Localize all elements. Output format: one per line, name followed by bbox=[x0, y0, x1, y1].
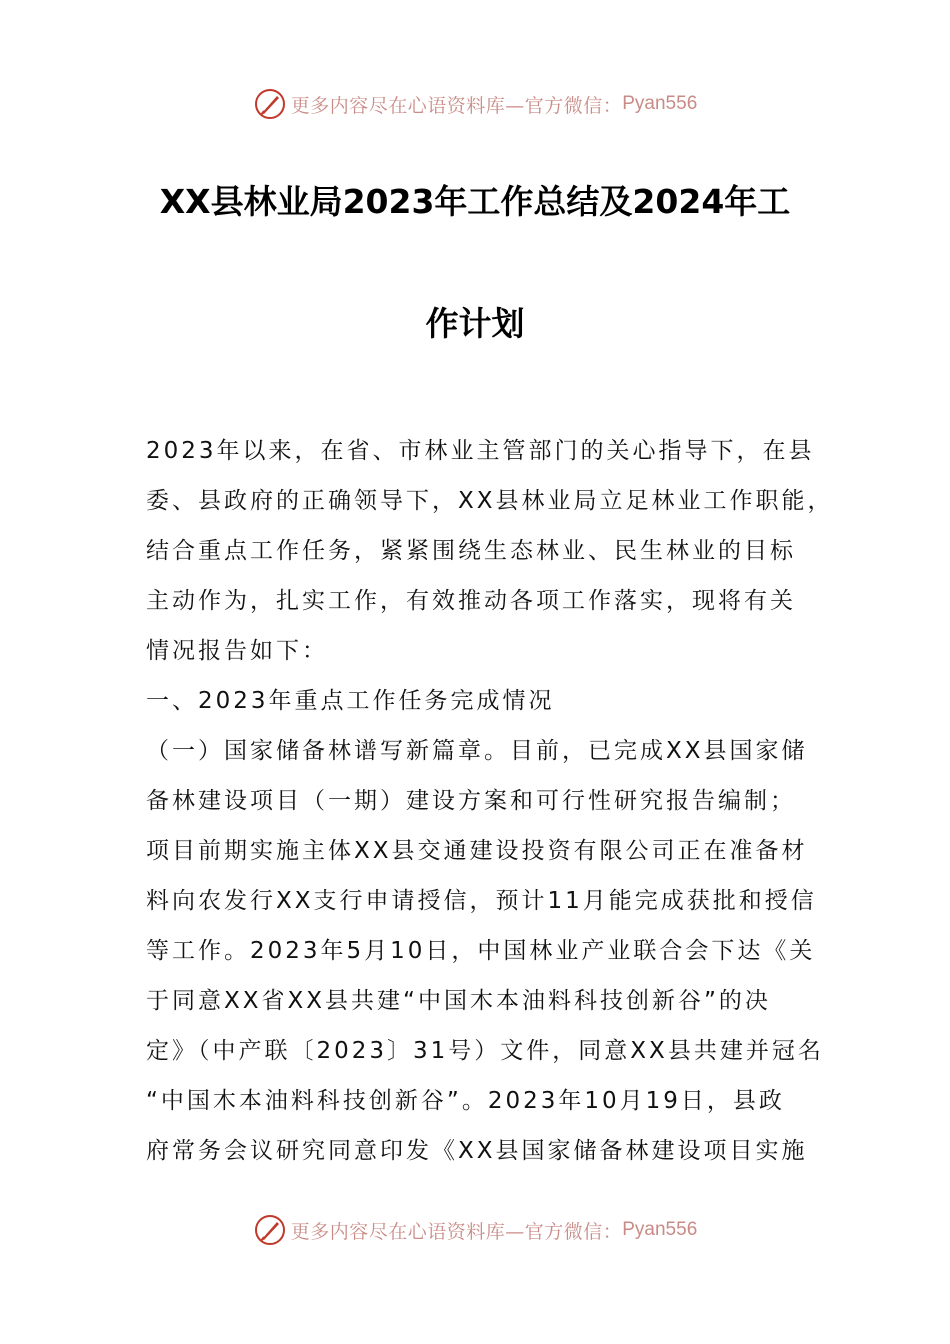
body-line: 主动作为，扎实工作，有效推动各项工作落实，现将有关 bbox=[146, 588, 796, 614]
body-line: 委、县政府的正确领导下，XX县林业局立足林业工作职能， bbox=[146, 488, 834, 514]
body-line: 情况报告如下： bbox=[146, 638, 328, 664]
document-title-line-1: XX县林业局2023年工作总结及2024年工 bbox=[159, 182, 791, 221]
section-heading: 一、2023年重点工作任务完成情况 bbox=[146, 688, 555, 714]
document-body bbox=[146, 426, 834, 1176]
watermark-handle: Pyan556 bbox=[622, 1219, 698, 1240]
body-line: “中国木本油料科技创新谷”。2023年10月19日，县政 bbox=[146, 1088, 785, 1114]
body-line: 备林建设项目（一期）建设方案和可行性研究报告编制； bbox=[146, 788, 796, 814]
document-title-line-2: 作计划 bbox=[425, 304, 525, 343]
body-line: （一）国家储备林谱写新篇章。目前，已完成XX县国家储 bbox=[146, 738, 808, 764]
body-line: 等工作。2023年5月10日，中国林业产业联合会下达《关 bbox=[146, 938, 816, 964]
quill-pen-logo-icon bbox=[253, 87, 287, 121]
body-line: 于同意XX省XX县共建“中国木本油料科技创新谷”的决 bbox=[146, 988, 771, 1014]
body-line: 结合重点工作任务，紧紧围绕生态林业、民生林业的目标 bbox=[146, 538, 796, 564]
body-line: 料向农发行XX支行申请授信，预计11月能完成获批和授信 bbox=[146, 888, 817, 914]
quill-pen-logo-icon bbox=[253, 1213, 287, 1247]
watermark-text: 更多内容尽在心语资料库—官方微信： bbox=[290, 1220, 623, 1243]
watermark-handle: Pyan556 bbox=[622, 93, 698, 114]
watermark-text: 更多内容尽在心语资料库—官方微信： bbox=[290, 94, 623, 117]
body-line: 2023年以来，在省、市林业主管部门的关心指导下，在县 bbox=[146, 438, 815, 464]
body-line: 定》（中产联〔2023〕31号）文件，同意XX县共建并冠名 bbox=[146, 1038, 824, 1064]
body-line: 府常务会议研究同意印发《XX县国家储备林建设项目实施 bbox=[146, 1138, 808, 1164]
watermark-header bbox=[0, 84, 950, 124]
watermark-footer bbox=[0, 1210, 950, 1250]
body-line: 项目前期实施主体XX县交通建设投资有限公司正在准备材 bbox=[146, 838, 808, 864]
